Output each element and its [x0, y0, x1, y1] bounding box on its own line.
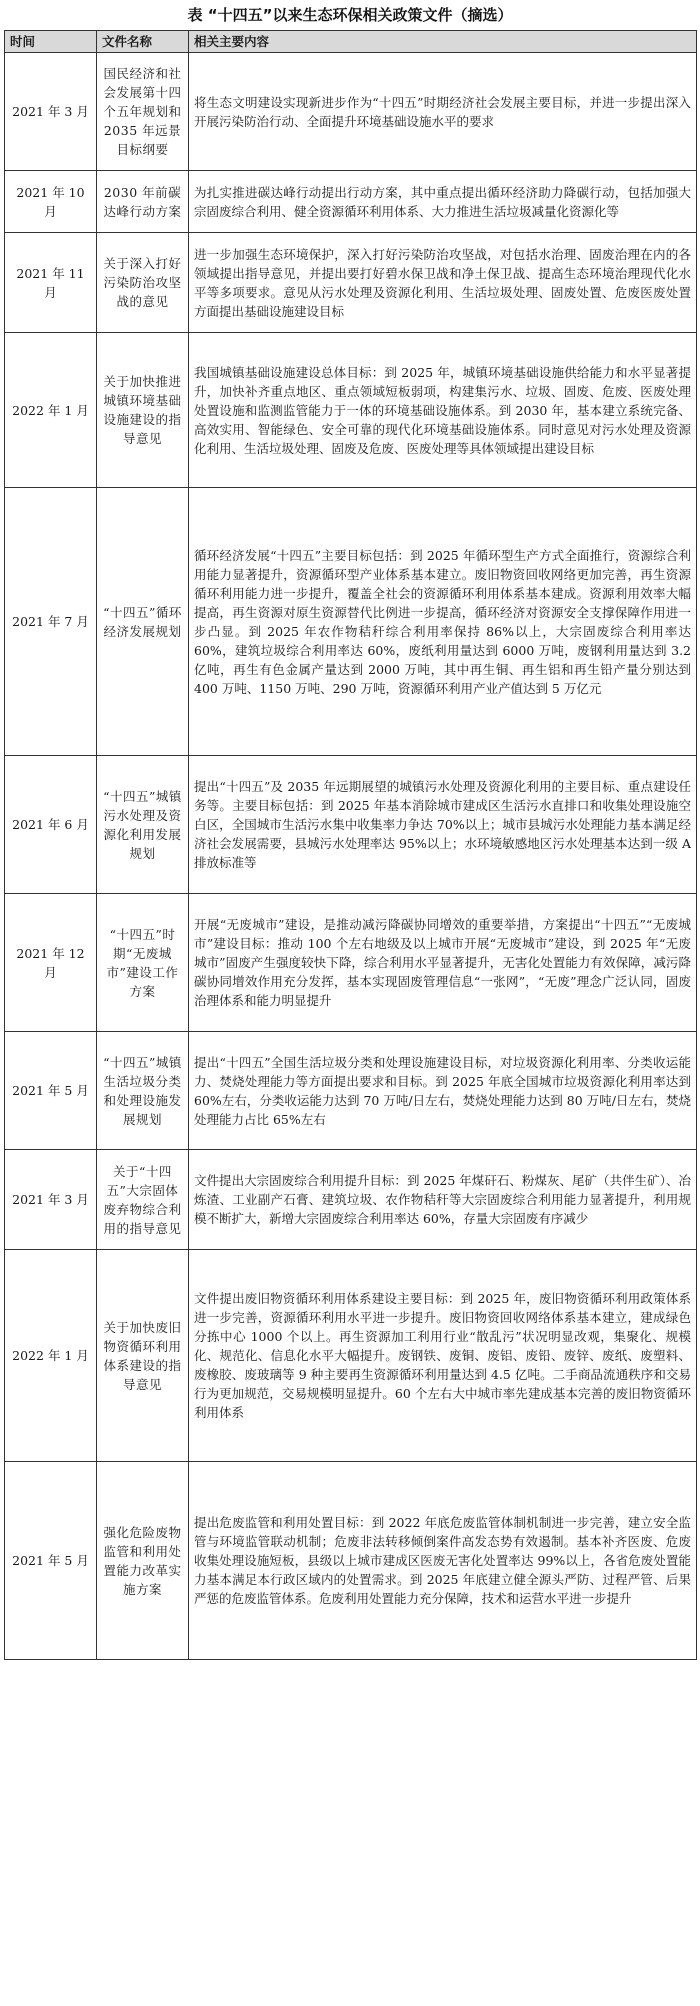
cell-content: 文件提出大宗固废综合利用提升目标：到 2025 年煤矸石、粉煤灰、尾矿（共伴生矿）、冶炼渣、工业副产石膏、建筑垃圾、农作物秸秆等大宗固废综合利用能力显著提升，利用规模不断扩大，新增大宗固废综合利用率达 60%，存量大宗固废有序减少	[189, 1150, 697, 1250]
cell-name: 关于“十四五”大宗固体废弃物综合利用的指导意见	[97, 1150, 189, 1250]
cell-content: 我国城镇基础设施建设总体目标：到 2025 年，城镇环境基础设施供给能力和水平显著提升，加快补齐重点地区、重点领域短板弱项，构建集污水、垃圾、固废、危废、医废处理处置设施和监测监管能力于一体的环境基础设施体系。到 2030 年，基本建立系统完备、高效实用、智能绿色、安全可靠的现代化环境基础设施体系。同时意见对污水处理及资源化利用、生活垃圾处理、固废及危废、医废处理等具体领域提出建设目标	[189, 333, 697, 488]
cell-content: 进一步加强生态环境保护，深入打好污染防治攻坚战，对包括水治理、固废治理在内的各领域提出指导意见，并提出要打好碧水保卫战和净土保卫战、提高生态环境治理现代化水平等多项要求。意见从污水处理及资源化利用、生活垃圾处理、固废处置、危废医废处置方面提出基础设施建设目标	[189, 233, 697, 333]
cell-content: 提出“十四五”及 2035 年远期展望的城镇污水处理及资源化利用的主要目标、重点建设任务等。主要目标包括：到 2025 年基本消除城市建成区生活污水直排口和收集处理设施空白区，全国城市生活污水集中收集率力争达 70%以上；城市县城污水处理能力基本满足经济社会发展需要，县城污水处理率达 95%以上；水环境敏感地区污水处理基本达到一级 A 排放标准等	[189, 756, 697, 894]
cell-time: 2022 年 1 月	[5, 333, 97, 488]
cell-time: 2021 年 5 月	[5, 1462, 97, 1660]
cell-content: 循环经济发展“十四五”主要目标包括：到 2025 年循环型生产方式全面推行，资源综合利用能力显著提升，资源循环型产业体系基本建立。废旧物资回收网络更加完善，再生资源循环利用能力进一步提升，覆盖全社会的资源循环利用体系基本建成。资源利用效率大幅提高，再生资源对原生资源替代比例进一步提高，循环经济对资源安全支撑保障作用进一步凸显。到 2025 年农作物秸秆综合利用率保持 86%以上，大宗固废综合利用率达 60%，建筑垃圾综合利用率达 60%，废纸利用量达到 6000 万吨，废钢利用量达到 3.2 亿吨，再生有色金属产量达到 2000 万吨，其中再生铜、再生铝和再生铅产量分别达到 400 万吨、1150 万吨、290 万吨，资源循环利用产业产值达到 5 万亿元	[189, 488, 697, 756]
cell-content: 为扎实推进碳达峰行动提出行动方案，其中重点提出循环经济助力降碳行动，包括加强大宗固废综合利用、健全资源循环利用体系、大力推进生活垃圾减量化资源化等	[189, 171, 697, 233]
cell-time: 2021 年 5 月	[5, 1032, 97, 1150]
table-row	[5, 488, 697, 756]
cell-name: 国民经济和社会发展第十四个五年规划和 2035 年远景目标纲要	[97, 53, 189, 171]
cell-name: “十四五”时期“无废城市”建设工作方案	[97, 894, 189, 1032]
cell-content: 提出危废监管和利用处置目标：到 2022 年底危废监管体制机制进一步完善，建立安全监管与环境监管联动机制；危废非法转移倾倒案件高发态势有效遏制。基本补齐医废、危废收集处理设施短板，县级以上城市建成区医废无害化处置率达 99%以上，各省危废处置能力基本满足本行政区域内的处置需求。到 2025 年底建立健全源头严防、过程严管、后果严惩的危废监管体系。危废利用处置能力充分保障，技术和运营水平进一步提升	[189, 1462, 697, 1660]
cell-content: 提出“十四五”全国生活垃圾分类和处理设施建设目标，对垃圾资源化利用率、分类收运能力、焚烧处理能力等方面提出要求和目标。到 2025 年底全国城市垃圾资源化利用率达到 60%左右，分类收运能力达到 70 万吨/日左右，焚烧处理能力达到 80 万吨/日左右，焚烧处理能力占比 65%左右	[189, 1032, 697, 1150]
header-time: 时间	[5, 31, 97, 53]
cell-name: “十四五”城镇生活垃圾分类和处理设施发展规划	[97, 1032, 189, 1150]
table-row	[5, 1150, 697, 1250]
cell-name: 关于加快废旧物资循环利用体系建设的指导意见	[97, 1250, 189, 1462]
cell-name: 关于加快推进城镇环境基础设施建设的指导意见	[97, 333, 189, 488]
cell-time: 2021 年 7 月	[5, 488, 97, 756]
cell-time: 2022 年 1 月	[5, 1250, 97, 1462]
table-row	[5, 53, 697, 171]
cell-content: 文件提出废旧物资循环利用体系建设主要目标：到 2025 年，废旧物资循环利用政策体系进一步完善，资源循环利用水平进一步提升。废旧物资回收网络体系基本建立，建成绿色分拣中心 1000 个以上。再生资源加工利用行业“散乱污”状况明显改观，集聚化、规模化、规范化、信息化水平大幅提升。废钢铁、废铜、废铝、废铅、废锌、废纸、废塑料、废橡胶、废玻璃等 9 种主要再生资源循环利用量达到 4.5 亿吨。二手商品流通秩序和交易行为更加规范，交易规模明显提升。60 个左右大中城市率先建成基本完善的废旧物资循环利用体系	[189, 1250, 697, 1462]
table-row	[5, 1250, 697, 1462]
table-row	[5, 233, 697, 333]
cell-name: 强化危险废物监管和利用处置能力改革实施方案	[97, 1462, 189, 1660]
cell-time: 2021 年 10 月	[5, 171, 97, 233]
cell-name: “十四五”循环经济发展规划	[97, 488, 189, 756]
cell-name: 关于深入打好污染防治攻坚战的意见	[97, 233, 189, 333]
table-row	[5, 894, 697, 1032]
cell-time: 2021 年 3 月	[5, 1150, 97, 1250]
header-row	[5, 31, 697, 53]
cell-name: “十四五”城镇污水处理及资源化利用发展规划	[97, 756, 189, 894]
header-name: 文件名称	[97, 31, 189, 53]
policy-table	[4, 30, 697, 1660]
table-row	[5, 171, 697, 233]
header-content: 相关主要内容	[189, 31, 697, 53]
table-title: 表 “十四五”以来生态环保相关政策文件（摘选）	[187, 6, 513, 24]
table-row	[5, 756, 697, 894]
cell-content: 将生态文明建设实现新进步作为“十四五”时期经济社会发展主要目标，并进一步提出深入开展污染防治行动、全面提升环境基础设施水平的要求	[189, 53, 697, 171]
table-row	[5, 333, 697, 488]
table-row	[5, 1032, 697, 1150]
cell-time: 2021 年 12 月	[5, 894, 97, 1032]
cell-content: 开展“无废城市”建设，是推动减污降碳协同增效的重要举措，方案提出“十四五”“无废城市”建设目标：推动 100 个左右地级及以上城市开展“无废城市”建设，到 2025 年“无废城市”固废产生强度较快下降，综合利用水平显著提升，无害化处置能力有效保障，减污降碳协同增效作用充分发挥，基本实现固废管理信息“一张网”，“无废”理念广泛认同，固废治理体系和能力明显提升	[189, 894, 697, 1032]
cell-time: 2021 年 3 月	[5, 53, 97, 171]
cell-time: 2021 年 6 月	[5, 756, 97, 894]
cell-time: 2021 年 11 月	[5, 233, 97, 333]
table-row	[5, 1462, 697, 1660]
cell-name: 2030 年前碳达峰行动方案	[97, 171, 189, 233]
